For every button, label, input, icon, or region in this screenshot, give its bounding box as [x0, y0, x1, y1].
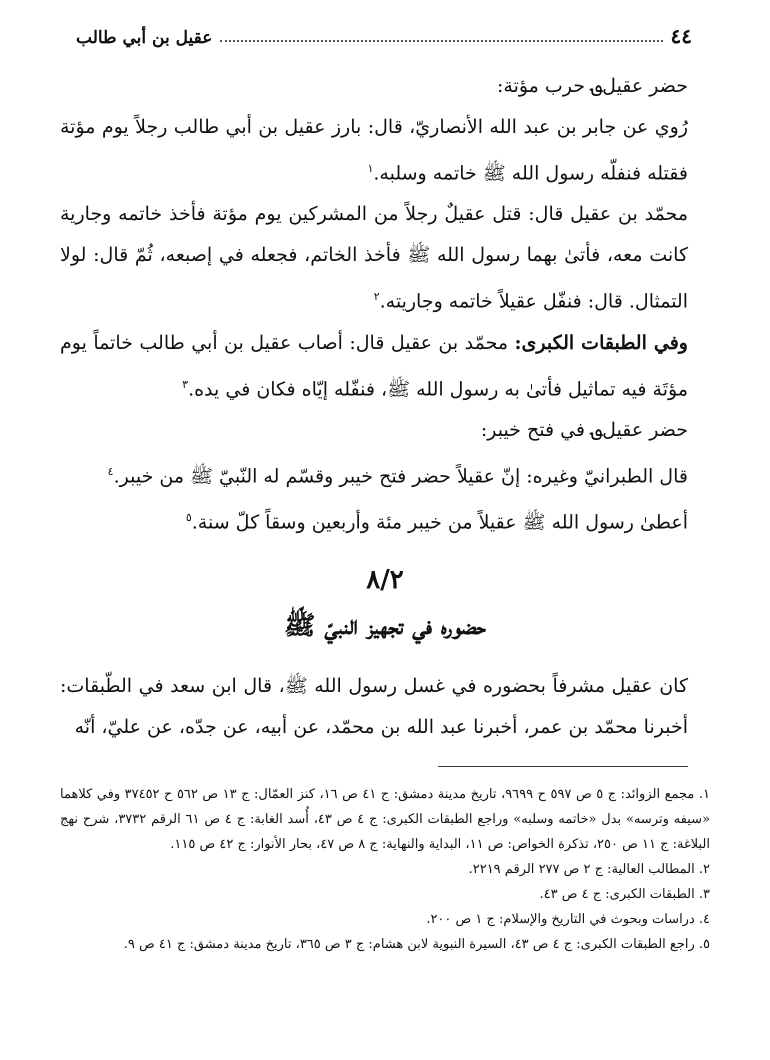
source-title-tabaqat: وفي الطبقات الكبرى: [514, 331, 688, 354]
section-heading-muta: حضر عقيل؈ حرب مؤتة: [496, 75, 688, 97]
chapter-title: حضوره في تجهيز النبيّ ﷺ [283, 610, 487, 641]
footnote-2: ٢. المطالب العالية: ج ٢ ص ٢٧٧ الرقم ٢٢١٩. [468, 862, 710, 877]
footnote-ref-4[interactable]: ٤ [107, 464, 114, 478]
footnote-ref-1[interactable]: ١ [367, 162, 374, 175]
header-dotted-leader [220, 39, 662, 42]
section-heading-khaybar: حضر عقيل؈ في فتح خيبر: [480, 418, 688, 441]
paragraph-4: قال الطبرانيّ وغيره: إنّ عقيلاً حضر فتح خيبر وقسّم له النّبيّ ﷺ من خيبر.$^٤$ [107, 464, 688, 488]
paragraph-3: وفي الطبقات الكبرى: محمّد بن عقيل قال: أصاب عقيل بن أبي طالب خاتماً يوم مؤتَة فيه تماثيل فأتىٰ به رسول الله ﷺ، فنفّله إيّاه فكان في يده.$^٣$ [60, 331, 688, 400]
running-title: عقيل بن أبي طالب [76, 28, 213, 48]
chapter-number: ٨/٢ [366, 564, 404, 595]
footnote-1: ١. مجمع الزوائد: ج ٥ ص ٥٩٧ ح ٩٦٩٩، تاريخ مدينة دمشق: ج ٤١ ص ١٦، كنز العمّال: ج ١٣ ص ٥٦٢ ح ٣٧٤٥٢ وفي كلاهما «سيفه وترسه» بدل «خاتمه وسلبه» وراجع الطبقات الكبرى: ج ٤ ص ٤٣، أُسد الغابة: ج ٤ ص ٦١ الرقم ٣٧٣٢، شرح نهج البلاغة: ج ١١ ص ٢٥٠، تذكرة الخواص: ص ١١، البداية والنهاية: ج ٨ ص ٤٧، بحار الأنوار: ج ٤٢ ص ١١٥. [60, 787, 711, 852]
footnote-ref-5[interactable]: ٥ [185, 511, 192, 525]
paragraph-1: رُوي عن جابر بن عبد الله الأنصاريّ، قال: بارز عقيل بن أبي طالب رجلاً يوم مؤتة فقتله فنفلّه رسول الله ﷺ خاتمه وسلبه.$^١$ [60, 116, 688, 185]
main-text [60, 66, 710, 748]
page-number: ٤٤ [670, 24, 692, 48]
footnotes [60, 782, 710, 957]
paragraph-6: كان عقيل مشرفاً بحضوره في غسل رسول الله ﷺ، قال ابن سعد في الطّبقات: أخبرنا محمّد بن عمر، أخبرنا عبد الله بن محمّد، عن أبيه، عن جدّه، عن عليّ، أنّه [60, 674, 688, 738]
running-header [76, 22, 692, 48]
footnote-4: ٤. دراسات وبحوث في التاريخ والإسلام: ج ١ ص ٢٠٠. [426, 912, 710, 927]
footnote-separator [438, 766, 688, 767]
footnote-ref-3[interactable]: ٣ [182, 377, 189, 391]
paragraph-5: أعطىٰ رسول الله ﷺ عقيلاً من خيبر مئة وأربعين وسقاً كلّ سنة.$^٥$ [185, 511, 688, 534]
footnote-5: ٥. راجع الطبقات الكبرى: ج ٤ ص ٤٣، السيرة النبوية لابن هشام: ج ٣ ص ٣٦٥، تاريخ مدينة دمشق: ج ٤١ ص ٩. [123, 937, 710, 952]
footnote-ref-2[interactable]: ٢ [373, 290, 380, 304]
footnote-3: ٣. الطبقات الكبرى: ج ٤ ص ٤٣. [539, 887, 710, 902]
paragraph-2: محمّد بن عقيل قال: قتل عقيلٌ رجلاً من المشركين يوم مؤتة فأخذ خاتمه وجارية كانت معه، فأتىٰ بهما رسول الله ﷺ فأخذ الخاتم، فجعله في إصبعه، ثُمّ قال: لولا التمثال. قال: فنفّل عقيلاً خاتمه وجاريته.$^٢$ [60, 203, 688, 313]
